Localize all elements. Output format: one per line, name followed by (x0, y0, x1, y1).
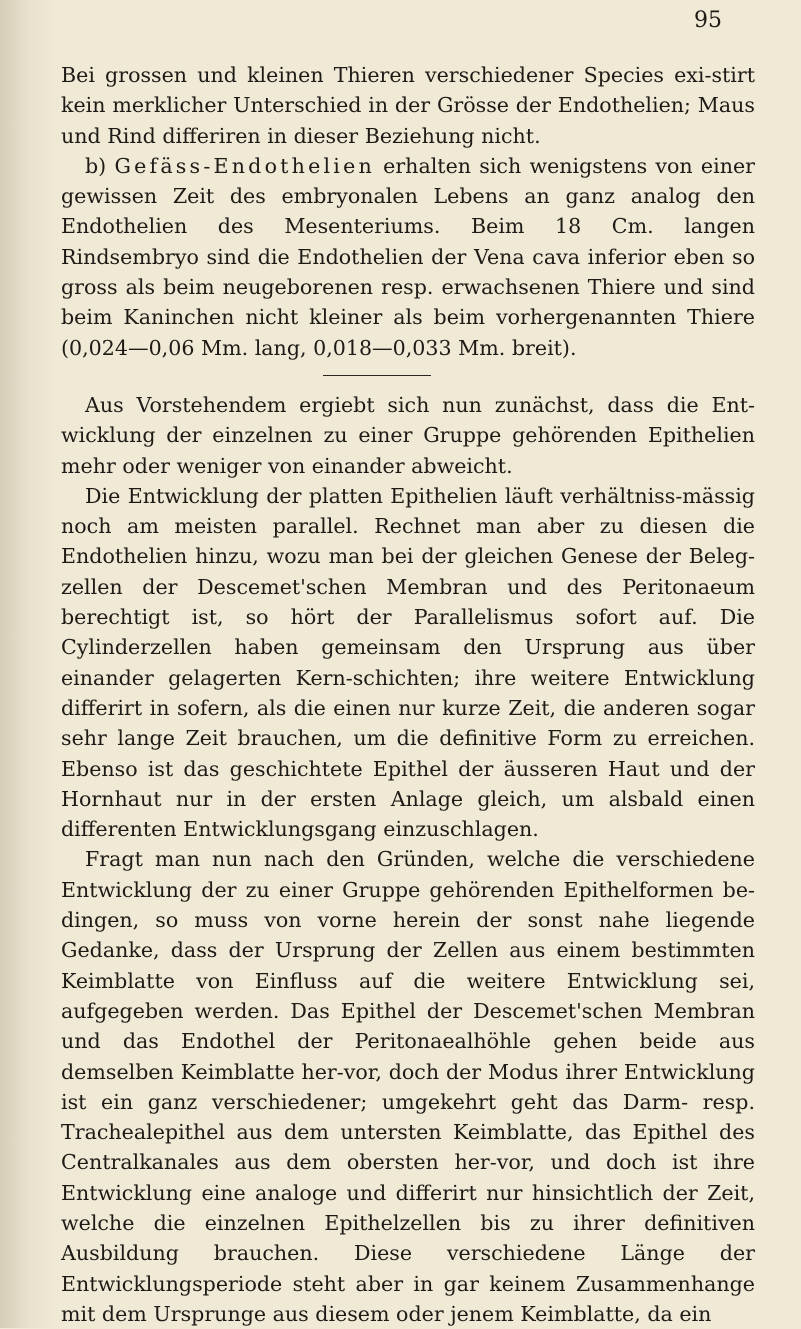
paragraph-text: erhalten sich wenigstens von einer gewissen Zeit des embryonalen Lebens an ganz analog den Endothelien des Mesenteriums. Beim 18 Cm. langen Rindsembryo sind die Endothelien der Vena cava inferior eben so gross als beim neugeborenen resp. erwachsenen Thiere und sind beim Kaninchen nicht kleiner als beim vorhergenannten Thiere (0,024—0,06 Mm. lang, 0,018—0,033 Mm. breit). (61, 153, 755, 360)
spaced-term: Gefäss-Endothelien (114, 153, 375, 178)
paragraph-vessel-endothelia (61, 151, 755, 363)
section-divider (323, 375, 431, 376)
paragraph-flat-epithelia: Die Entwicklung der platten Epithelien läuft verhältniss-mässig noch am meisten parallel. Rechnet man aber zu diesen die Endothelien hinzu, wozu man bei der gleichen Genese der Beleg-zellen der Descemet'schen Membran und des Peritonaeum berechtigt ist, so hört der Parallelismus sofort auf. Die Cylinderzellen haben gemeinsam den Ursprung aus über einander gelagerten Kern-schichten; ihre weitere Entwicklung differirt in sofern, als die einen nur kurze Zeit, die anderen sogar sehr lange Zeit brauchen, um die definitive Form zu erreichen. Ebenso ist das geschichtete Epithel der äusseren Haut und der Hornhaut nur in der ersten Anlage gleich, um alsbald einen differenten Entwicklungsgang einzuschlagen. (61, 483, 755, 842)
body-text (61, 60, 755, 1329)
paragraph-species-size: Bei grossen und kleinen Thieren verschiedener Species exi-stirt kein merklicher Unterschied in der Grösse der Endothelien; Maus und Rind differiren in dieser Beziehung nicht. (61, 63, 755, 148)
list-marker: b) (85, 153, 115, 178)
paragraph-germ-layer: Fragt man nun nach den Gründen, welche die verschiedene Entwicklung der zu einer Gruppe gehörenden Epithelformen be-dingen, so muss von vorne herein der sonst nahe liegende Gedanke, dass der Ursprung der Zellen aus einem bestimmten Keimblatte von Einfluss auf die weitere Entwicklung sei, aufgegeben werden. Das Epithel der Descemet'schen Membran und das Endothel der Peritonaealhöhle gehen beide aus demselben Keimblatte her-vor, doch der Modus ihrer Entwicklung ist ein ganz verschiedener; umgekehrt geht das Darm- resp. Trachealepithel aus dem untersten Keimblatte, das Epithel des Centralkanales aus dem obersten her-vor, und doch ist ihre Entwicklung eine analoge und differirt nur hinsichtlich der Zeit, welche die einzelnen Epithelzellen bis zu ihrer definitiven Ausbildung brauchen. Diese verschiedene Länge der Entwicklungsperiode steht aber in gar keinem Zusammenhange mit dem Ursprunge aus diesem oder jenem Keimblatte, da ein (61, 847, 755, 1326)
paragraph-summary: Aus Vorstehendem ergiebt sich nun zunächst, dass die Ent-wicklung der einzelnen zu einer Gruppe gehörenden Epithelien mehr oder weniger von einander abweicht. (61, 392, 755, 478)
page-number: 95 (694, 8, 722, 33)
